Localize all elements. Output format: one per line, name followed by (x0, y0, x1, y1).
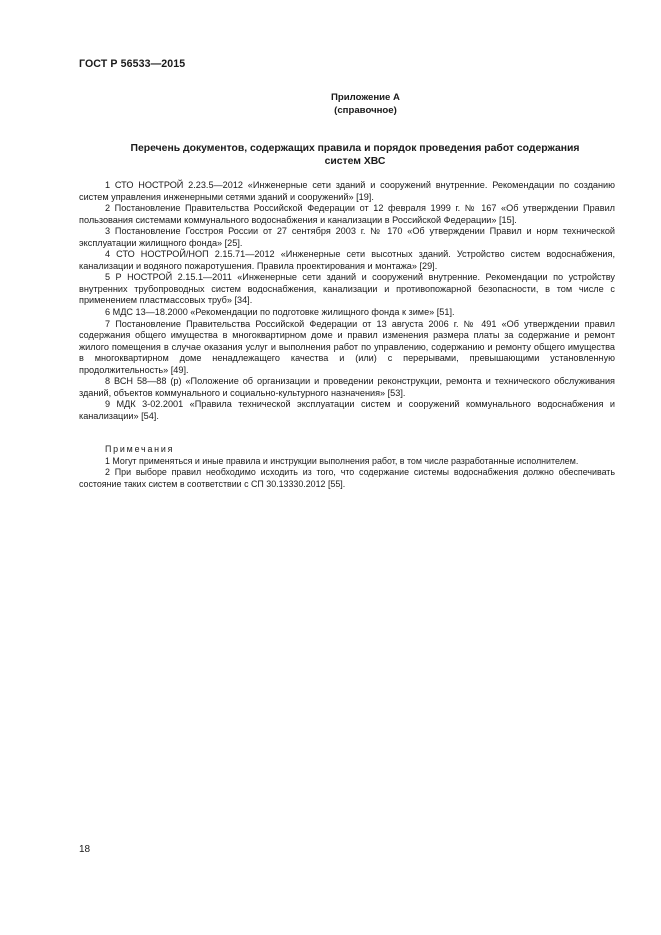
section-title (95, 142, 615, 168)
list-item: 3 Постановление Госстроя России от 27 сентября 2003 г. № 170 «Об утверждении Правил и норм технической эксплуатации жилищного фонда» [25]. (79, 226, 615, 248)
list-item: 4 СТО НОСТРОЙ/НОП 2.15.71—2012 «Инженерные сети высотных зданий. Устройство систем водоснабжения, канализации и водяного пожаротушения. Правила проектирования и монтажа» [29]. (79, 249, 615, 271)
list-item: 1 СТО НОСТРОЙ 2.23.5—2012 «Инженерные сети зданий и сооружений внутренние. Рекомендации по созданию систем управления инженерными сетями зданий и сооружений» [19]. (79, 180, 615, 202)
notes-heading: Примечания (105, 444, 175, 454)
list-item: 2 Постановление Правительства Российской Федерации от 12 февраля 1999 г. № 167 «Об утверждении Правил пользования системами коммунального водоснабжения и канализации в Российской Федерации» [15]. (79, 203, 615, 225)
list-item: 6 МДС 13—18.2000 «Рекомендации по подготовке жилищного фонда к зиме» [51]. (105, 307, 455, 318)
list-item: 8 ВСН 58—88 (р) «Положение об организации и проведении реконструкции, ремонта и технического обслуживания зданий, объектов коммунального и социально-культурного назначения» [53]. (79, 376, 615, 398)
document-list (79, 180, 615, 422)
appendix-subtitle: (справочное) (334, 105, 397, 116)
document-code: ГОСТ Р 56533—2015 (79, 58, 186, 70)
appendix-heading (0, 91, 661, 117)
section-title-line-1: Перечень документов, содержащих правила и порядок проведения работ содержания (130, 143, 580, 154)
note-item: 2 При выборе правил необходимо исходить из того, что содержание системы водоснабжения должно обеспечивать состояние таких систем в соответствии с СП 30.13330.2012 [55]. (79, 467, 615, 489)
section-title-line-2: систем ХВС (324, 156, 386, 167)
list-item: 9 МДК 3-02.2001 «Правила технической эксплуатации систем и сооружений коммунального водоснабжения и канализации» [54]. (79, 399, 615, 421)
notes-section (79, 444, 615, 490)
list-item: 5 Р НОСТРОЙ 2.15.1—2011 «Инженерные сети зданий и сооружений внутренние. Рекомендации по устройству внутренних трубопроводных систем водоснабжения, канализации и противопожарной безопасности, в том числе с применением пластмассовых труб» [34]. (79, 272, 615, 306)
appendix-title: Приложение А (331, 92, 400, 103)
page-number: 18 (79, 844, 91, 855)
list-item: 7 Постановление Правительства Российской Федерации от 13 августа 2006 г. № 491 «Об утверждении правил содержания общего имущества в многоквартирном доме и правил изменения размера платы за содержание и ремонт жилого помещения в случае оказания услуг и выполнения работ по управлению, содержанию и ремонту общего имущества в многоквартирном доме ненадлежащего качества и (или) с перерывами, превышающими установленную продолжительность» [49]. (79, 318, 615, 375)
note-item: 1 Могут применяться и иные правила и инструкции выполнения работ, в том числе разработанные исполнителем. (105, 455, 579, 466)
